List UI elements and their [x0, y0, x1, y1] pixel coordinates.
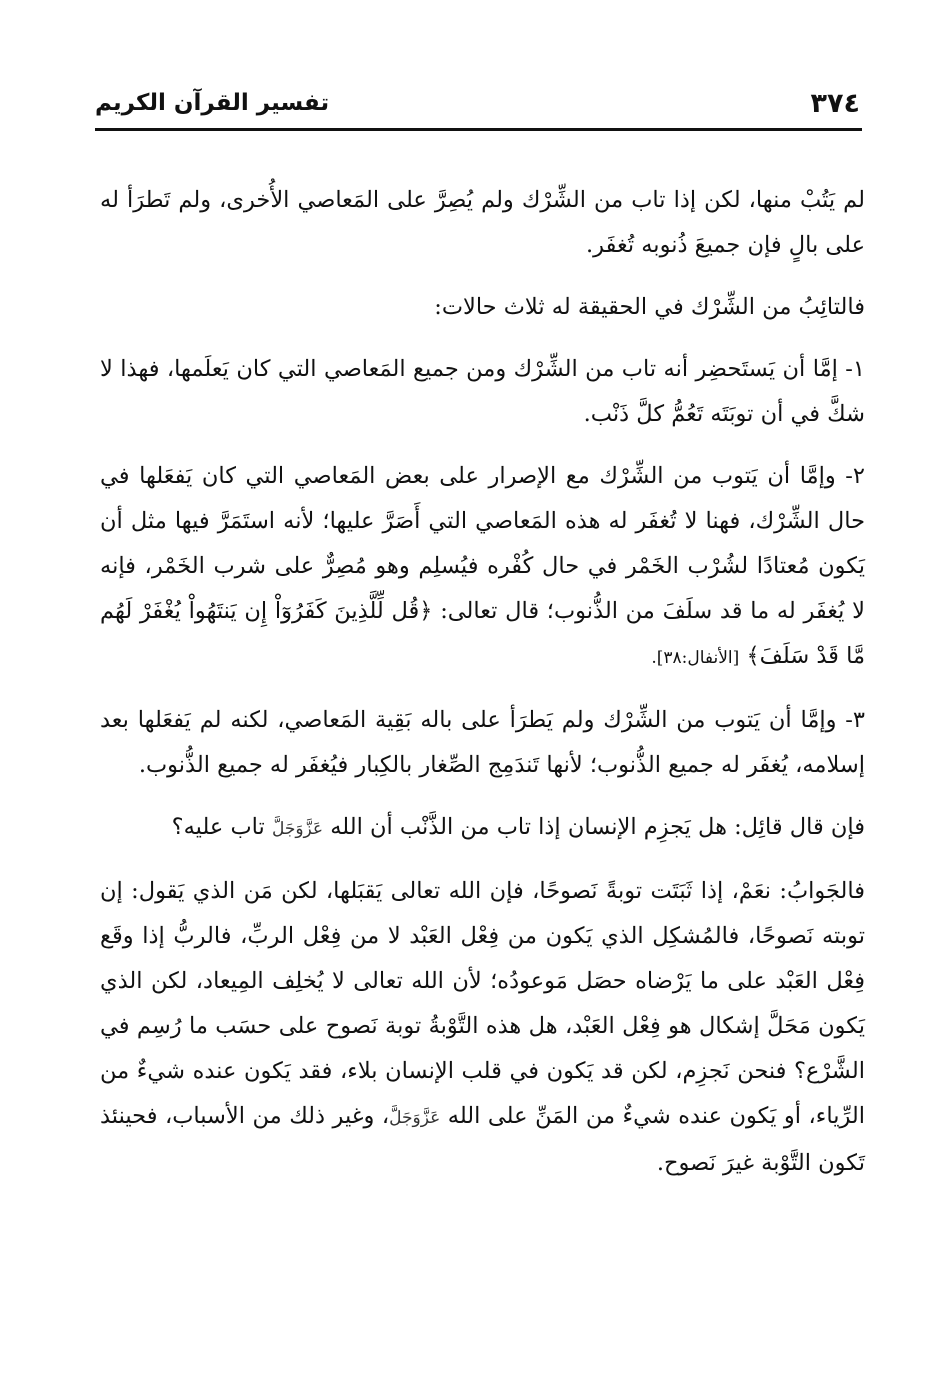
header-rule	[95, 128, 862, 131]
body-text	[100, 178, 865, 1203]
verse-reference: [الأنفال:٣٨].	[651, 648, 740, 668]
question-end: تاب عليه؟	[171, 814, 265, 840]
paragraph-3: ١- إمَّا أن يَستَحضِر أنه تاب من الشِّرْك ومن جميع المَعاصي التي كان يَعلَمها، فهذا لا شكَّ في أن توبَتَه تَعُمُّ كلَّ ذَنْب.	[100, 356, 865, 427]
page-header	[95, 88, 860, 124]
honorific: عَزَّوَجَلَّ	[271, 819, 324, 839]
running-title: تفسير القرآن الكريم	[95, 90, 330, 116]
answer-end: ، وغير ذلك من الأسباب، فحينئذ تَكون التَّوْبة غيرَ نَصوح.	[100, 1103, 865, 1176]
paragraph-2: فالتائِبُ من الشِّرْك في الحقيقة له ثلاث حالات:	[434, 294, 865, 320]
answer-text: فالجَوابُ: نعَمْ، إذا ثَبَتَت توبةً نَصوحًا، فإن الله تعالى يَقبَلها، لكن مَن الذي يَقول: إن توبته نَصوحًا، فالمُشكِل الذي يَكون من فِعْل العَبْد لا من فِعْل الربِّ، فالربُّ إذا وقَع فِعْل العَبْد على ما يَرْضاه حصَل مَوعودُه؛ لأن الله تعالى لا يُخلِف المِيعاد، لكن الذي يَكون مَحَلَّ إشكال هو فِعْل العَبْد، هل هذه التَّوْبةُ توبة نَصوح على حسَب ما رُسِم في الشَّرْع؟ فنحن نَجزِم، لكن قد يَكون في قلب الإنسان بلاء، فقد يَكون عنده شيءٌ من الرِّياء، أو يَكون عنده شيءٌ من المَنِّ على الله	[100, 878, 865, 1129]
honorific: عَزَّوَجَلَّ	[389, 1108, 441, 1128]
paragraph-5: ٣- وإمَّا أن يَتوب من الشِّرْك ولم يَطرَأ على باله بَقِية المَعاصي، لكنه لم يَفعَلها بعد إسلامه، يُغفَر له جميع الذُّنوب؛ لأنها تَندَمِج الصِّغار بالكِبار فيُغفَر له جميع الذُّنوب.	[100, 707, 865, 778]
paragraph-4	[100, 454, 865, 681]
quran-verse: ﴿قُل لِّلَّذِينَ كَفَرُوٓاْ إِن يَنتَهُواْ يُغْفَرْ لَهُم مَّا قَدْ سَلَفَ﴾	[100, 598, 865, 669]
paragraph-1: لم يَتُبْ منها، لكن إذا تاب من الشِّرْك ولم يُصِرَّ على المَعاصي الأُخرى، ولم تَطرَأ له على بالٍ فإن جميعَ ذُنوبه تُغفَر.	[100, 187, 865, 258]
paragraph-7	[100, 869, 865, 1186]
page-number: ٣٧٤	[810, 88, 860, 119]
paragraph-4-text: ٢- وإمَّا أن يَتوب من الشِّرْك مع الإصرار على بعض المَعاصي التي كان يَفعَلها في حال الشِّرْك، فهنا لا تُغفَر له هذه المَعاصي التي أَصَرَّ عليها؛ لأنه استَمَرَّ فيها مثل أن يَكون مُعتادًا لشُرْب الخَمْر في حال كُفْره فيُسلِم وهو مُصِرٌّ على شرب الخَمْر، فإنه لا يُغفَر له ما قد سلَفَ من الذُّنوب؛ قال تعالى:	[100, 463, 865, 624]
paragraph-6	[100, 805, 865, 852]
question-text: فإن قال قائِل: هل يَجزِم الإنسان إذا تاب من الذَّنْب أن الله	[330, 814, 865, 840]
